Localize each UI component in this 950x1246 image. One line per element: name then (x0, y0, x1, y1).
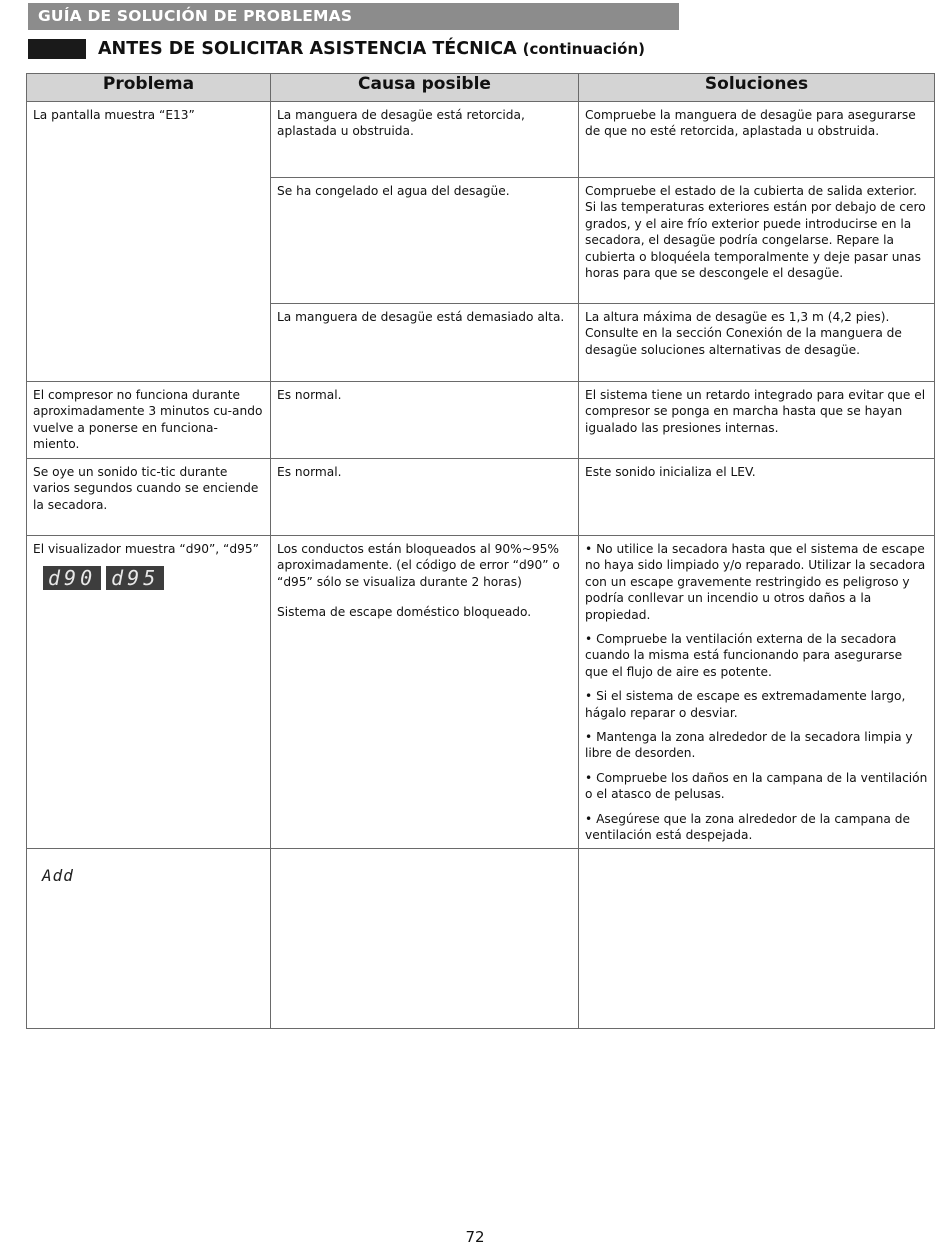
display-code-images (43, 566, 264, 590)
solution-cell (579, 536, 935, 849)
solution-bullet: • Mantenga la zona alrededor de la secadora limpia y libre de desorden. (585, 730, 913, 761)
solution-bullet: • Asegúrese que la zona alrededor de la campana de ventilación está despejada. (585, 811, 910, 843)
heading-marker-block (28, 39, 86, 59)
solution-cell: La altura máxima de desagüe es 1,3 m (4,2 pies). Consulte en la sección Conexión de la manguera de desagüe soluciones alternativas de desagüe. (579, 304, 935, 382)
cause-cell (271, 536, 579, 849)
table-row (27, 848, 935, 1028)
problem-cell: Se oye un sonido tic-tic durante varios segundos cuando se enciende la secadora. (27, 459, 271, 536)
cause-cell: Es normal. (271, 459, 579, 536)
page-number: 72 (465, 1228, 485, 1246)
header-cause: Causa posible (271, 74, 579, 102)
header-solutions: Soluciones (579, 74, 935, 102)
problem-cell-add (27, 848, 271, 1028)
solution-cell: Compruebe la manguera de desagüe para asegurarse de que no esté retorcida, aplastada u obstruida. (579, 102, 935, 178)
table-row (27, 102, 935, 178)
solution-cell-empty (579, 848, 935, 1028)
section-subheading (28, 37, 645, 61)
table-row (27, 536, 935, 849)
cause-cell: La manguera de desagüe está retorcida, aplastada u obstruida. (271, 102, 579, 178)
cause-text: Los conductos están bloqueados al 90%~95% aproximadamente. (el código de error “d90” o “d95” sólo se visualiza durante 2 horas) (277, 542, 560, 589)
display-add-image: Add (42, 865, 74, 885)
subheading-title: ANTES DE SOLICITAR ASISTENCIA TÉCNICA (98, 39, 517, 59)
cause-cell: Se ha congelado el agua del desagüe. (271, 178, 579, 304)
table-row (27, 459, 935, 536)
cause-cell: Es normal. (271, 382, 579, 459)
solution-cell: Compruebe el estado de la cubierta de salida exterior. Si las temperaturas exteriores están por debajo de cero grados, y el aire frío exterior puede introducirse en la secadora, el desagüe podría congelarse. Repare la cubierta o bloquéela temporalmente y deje pasar unas horas para que se descongele el desagüe. (579, 178, 935, 304)
solution-bullet: • No utilice la secadora hasta que el sistema de escape no haya sido limpiado y/o reparado. Utilizar la secadora con un escape gravemente restringido es peligroso y podría conllevar un incendio u otros daños a la propiedad. (585, 542, 926, 622)
subheading-continuation: (continuación) (522, 40, 646, 58)
display-d95-image: d95 (106, 566, 164, 590)
problem-text: El visualizador muestra “d90”, “d95” (33, 542, 259, 556)
problem-cell-d90 (27, 536, 271, 849)
solution-cell: Este sonido inicializa el LEV. (579, 459, 935, 536)
section-banner: GUÍA DE SOLUCIÓN DE PROBLEMAS (28, 3, 679, 30)
display-d90-image: d90 (43, 566, 101, 590)
cause-cell-empty (271, 848, 579, 1028)
table-row (27, 382, 935, 459)
table-header-row (27, 74, 935, 102)
solution-cell: El sistema tiene un retardo integrado para evitar que el compresor se ponga en marcha hasta que se hayan igualado las presiones internas. (579, 382, 935, 459)
problem-cell: El compresor no funciona durante aproximadamente 3 minutos cu-ando vuelve a ponerse en funciona-miento. (27, 382, 271, 459)
header-problem: Problema (27, 74, 271, 102)
cause-cell: La manguera de desagüe está demasiado alta. (271, 304, 579, 382)
solution-bullet: • Compruebe los daños en la campana de la ventilación o el atasco de pelusas. (585, 770, 928, 802)
troubleshooting-table (26, 73, 935, 1029)
solution-bullet: • Compruebe la ventilación externa de la secadora cuando la misma está funcionando para asegurarse que el flujo de aire es potente. (585, 632, 903, 679)
solution-bullet: • Si el sistema de escape es extremadamente largo, hágalo reparar o desviar. (585, 689, 906, 720)
problem-cell-e13: La pantalla muestra “E13” (27, 102, 271, 382)
cause-text: Sistema de escape doméstico bloqueado. (277, 605, 532, 620)
